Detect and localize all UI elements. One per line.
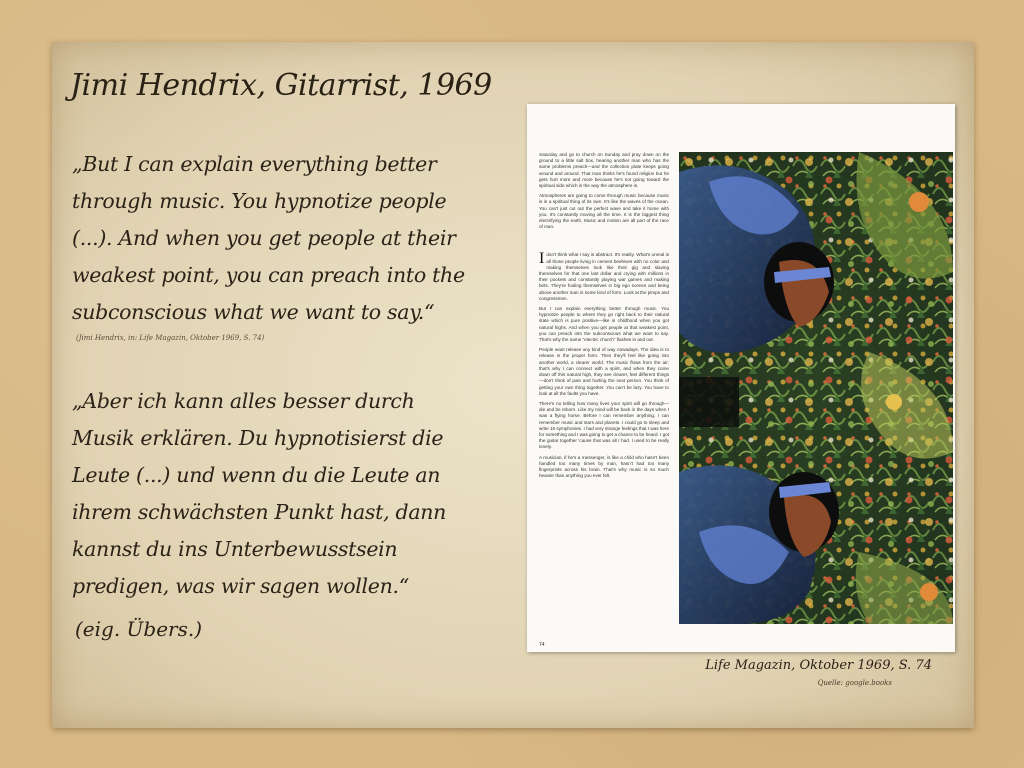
slide-title: Jimi Hendrix, Gitarrist, 1969 — [70, 68, 492, 103]
magazine-page-image — [527, 104, 955, 652]
quote-german: „Aber ich kann alles besser durch Musik erklären. Du hypnotisierst die Leute (...) und wenn du die Leute an ihrem schwächsten Punkt hast, dann kannst du ins Unterbewusstsein predigen, was wir sagen wollen.“ — [72, 389, 447, 598]
magazine-paragraph: Atmospheres are going to come through music because music is in a spiritual thing of its own. It's like the waves of the ocean. You can't just cut out the perfect wave and take it home with you. It's constantly moving all the time. It is the biggest thing electrifying the earth. Music and motion are all part of the race of man. — [539, 193, 669, 230]
image-credit: Quelle: google.books — [817, 679, 892, 687]
quote-english: „But I can explain everything better through music. You hypnotize people (...). And when you get people at their weakest point, you can preach into the subconscious what we want to say.“ — [72, 152, 465, 324]
quote-english-source: (Jimi Hendrix, in: Life Magazin, Oktober 1969, S. 74) — [76, 334, 265, 342]
image-caption: Life Magazin, Oktober 1969, S. 74 — [705, 658, 932, 673]
magazine-paragraph-lead — [539, 252, 669, 302]
psychedelic-photo — [679, 152, 953, 624]
magazine-paragraph: People want release any kind of way nowadays. The idea is to release in the proper form. Then they'll feel like going into another world, a clearer world. The music flows from the air; that's why I can connect with a spirit, and when they come down off this natural high, they see clearer, feel different things—don't think of pain and hurting the next person. You think of getting your own thing together. You can't be lazy. You have to look at all the faults you have. — [539, 347, 669, 396]
magazine-drop-cap: I — [539, 250, 545, 268]
magazine-paragraph: There's no telling how many lives your spirit will go through—die and be reborn. Like my mind will be back in the days when I was a flying horse. Before I can remember anything, I can remember music and stars and planets. I could go to sleep and write 15 symphonies. I had very strange feelings that I was here for something and I was going to get a chance to be heard. I got the guitar together 'cause that was all I had. I used to be really lonely. — [539, 400, 669, 450]
magazine-page-number: 74 — [539, 642, 545, 648]
magazine-paragraph: But I can explain everything better through music. You hypnotize people to where they go right back to their natural state which is pure positive—like in childhood when you got natural highs. And when you get people at that weakest point, you can preach into the subconscious what we want to say. That's why the name "electric church" flashes in and out. — [539, 306, 669, 343]
magazine-text-column — [539, 152, 669, 483]
magazine-paragraph: don't think what I say is abstract. It's reality. What's unreal is all those people living in cement beehives with no color and making themselves look like their gig and slaving themselves for that one last dollar and crying with millions in their pockets and constantly playing war games and making bets. They're fooling themselves in big ego scenes and being above another man in some kind of form. Look at the pimps and congressmen. — [539, 252, 669, 301]
magazine-paragraph: Saturday and go to church on Sunday and pray down on the ground to a little salt box, hearing another man who has the same problems preach—and the collection plate keeps going around and around. That man thinks he's found religion but he gets hurt more and more because he's not going toward the spiritual side which is the way the atmosphere is. — [539, 152, 669, 189]
translation-note: (eig. Übers.) — [75, 617, 203, 641]
magazine-paragraph: A musician, if he's a messenger, is like a child who hasn't been handled too many times by man, hasn't had too many fingerprints across his brain. That's why music is so much heavier than anything you ever felt. — [539, 454, 669, 479]
